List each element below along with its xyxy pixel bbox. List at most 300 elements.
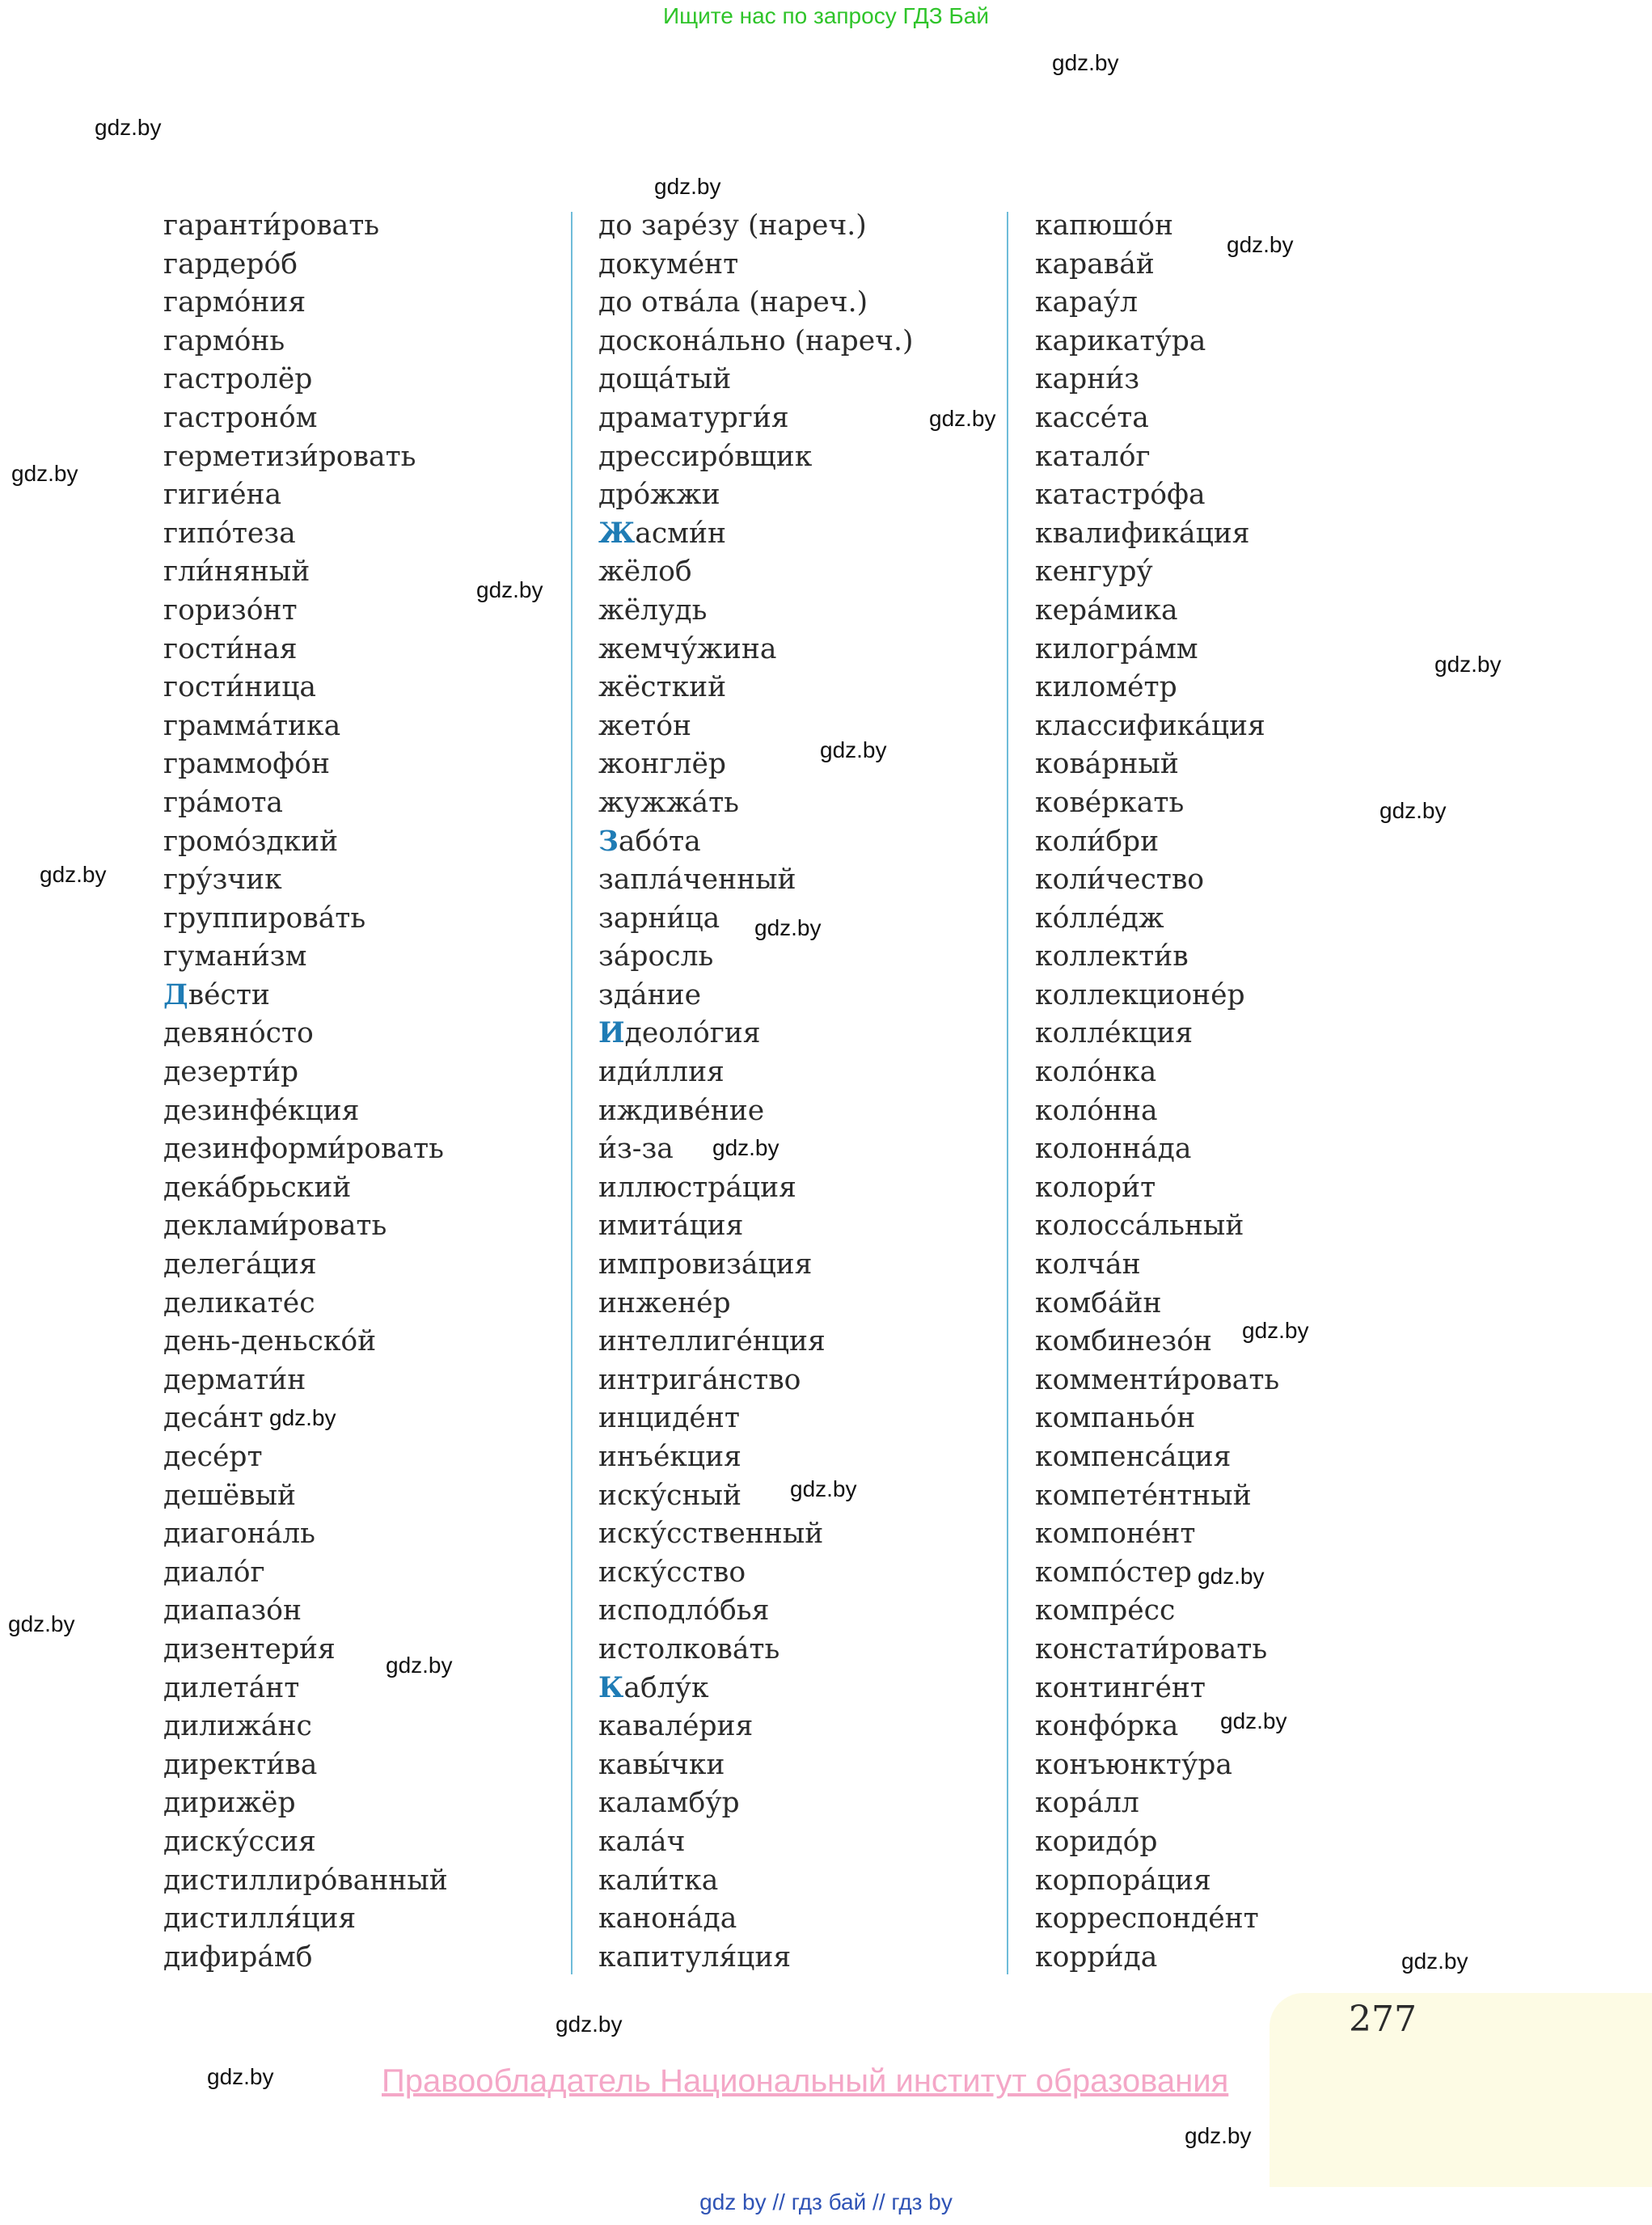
word-text: инжене́р xyxy=(598,1286,731,1319)
dictionary-word xyxy=(598,1362,913,1400)
dictionary-word xyxy=(1035,515,1279,554)
word-text: киломе́тр xyxy=(1035,671,1177,704)
word-text: континге́нт xyxy=(1035,1671,1206,1704)
dictionary-word xyxy=(163,707,448,746)
word-text: компаньо́н xyxy=(1035,1402,1196,1435)
dictionary-word xyxy=(598,1746,913,1785)
word-text: интеллиге́нция xyxy=(598,1325,826,1358)
dictionary-word xyxy=(163,1746,448,1785)
word-text: жужжа́ть xyxy=(598,786,739,819)
dictionary-word xyxy=(163,553,448,592)
dictionary-word xyxy=(163,1823,448,1862)
word-text: громо́здкий xyxy=(163,825,339,858)
dictionary-word xyxy=(598,1207,913,1246)
dictionary-word xyxy=(598,1169,913,1208)
word-text: колосса́льный xyxy=(1035,1210,1244,1243)
dictionary-word xyxy=(598,284,913,323)
word-text: гармо́ния xyxy=(163,286,306,319)
dictionary-word xyxy=(163,246,448,285)
word-text: кавы́чки xyxy=(598,1748,725,1781)
dictionary-word xyxy=(598,1554,913,1593)
watermark: gdz.by xyxy=(476,577,543,602)
word-text: гипо́теза xyxy=(163,517,296,550)
dictionary-word xyxy=(598,515,913,554)
word-text: дезинфе́кция xyxy=(163,1094,360,1127)
dictionary-word xyxy=(1035,476,1279,515)
word-text: доща́тый xyxy=(598,363,732,396)
dictionary-word xyxy=(1035,284,1279,323)
dictionary-word xyxy=(598,938,913,977)
dictionary-word xyxy=(598,592,913,631)
dictionary-word xyxy=(163,977,448,1015)
watermark: gdz.by xyxy=(95,115,162,140)
dictionary-word xyxy=(163,669,448,707)
word-text: капюшо́н xyxy=(1035,209,1174,242)
word-text: гумани́зм xyxy=(163,940,307,973)
word-text: диапазо́н xyxy=(163,1594,302,1628)
column-divider xyxy=(571,212,572,1974)
word-text: коли́бри xyxy=(1035,825,1160,858)
top-banner[interactable]: Ищите нас по запросу ГДЗ Бай xyxy=(662,3,990,28)
dictionary-word xyxy=(1035,823,1279,862)
word-text: квалифика́ция xyxy=(1035,517,1250,550)
dictionary-word xyxy=(163,900,448,939)
word-text: коридо́р xyxy=(1035,1825,1158,1858)
word-text: грамма́тика xyxy=(163,709,341,742)
word-text: комбинезо́н xyxy=(1035,1325,1212,1358)
word-text: иди́ллия xyxy=(598,1056,725,1089)
dictionary-word xyxy=(598,1477,913,1516)
word-text: имита́ция xyxy=(598,1210,744,1243)
word-text: гости́ная xyxy=(163,632,298,665)
word-text: деса́нт xyxy=(163,1402,264,1435)
watermark: gdz.by xyxy=(386,1653,453,1678)
word-text: жёлудь xyxy=(598,593,708,627)
word-text: дилета́нт xyxy=(163,1671,300,1704)
word-text: жёлоб xyxy=(598,555,692,589)
dictionary-word xyxy=(163,1784,448,1823)
word-text: зда́ние xyxy=(598,978,702,1011)
watermark: gdz.by xyxy=(8,1611,75,1636)
word-text: дистиллиро́ванный xyxy=(163,1864,448,1897)
dictionary-word xyxy=(598,1708,913,1746)
section-initial-letter: И xyxy=(598,1017,625,1050)
word-text: канона́да xyxy=(598,1902,737,1936)
word-text: доскона́льно (нареч.) xyxy=(598,324,914,357)
word-text: кова́рный xyxy=(1035,748,1179,781)
word-text: аблу́к xyxy=(623,1671,709,1704)
dictionary-word xyxy=(598,1515,913,1554)
word-text: компре́сс xyxy=(1035,1594,1176,1628)
word-text: день-деньско́й xyxy=(163,1325,377,1358)
dictionary-word xyxy=(598,1631,913,1670)
word-text: иждиве́ние xyxy=(598,1094,765,1127)
dictionary-word xyxy=(1035,323,1279,361)
word-text: дермати́н xyxy=(163,1363,306,1396)
dictionary-word xyxy=(598,438,913,477)
dictionary-word xyxy=(598,977,913,1015)
word-text: гастролёр xyxy=(163,363,313,396)
dictionary-word xyxy=(163,438,448,477)
watermark: gdz.by xyxy=(556,2012,623,2037)
word-text: группирова́ть xyxy=(163,901,366,935)
dictionary-word xyxy=(163,361,448,399)
word-text: докуме́нт xyxy=(598,247,739,281)
dictionary-word xyxy=(163,1900,448,1939)
dictionary-word xyxy=(163,1015,448,1053)
dictionary-word xyxy=(163,1092,448,1131)
word-text: жёсткий xyxy=(598,671,727,704)
dictionary-word xyxy=(163,1438,448,1477)
dictionary-word xyxy=(163,1862,448,1901)
word-text: дро́жжи xyxy=(598,479,720,512)
dictionary-word xyxy=(598,1670,913,1708)
word-text: иску́сный xyxy=(598,1479,741,1512)
word-text: иллюстра́ция xyxy=(598,1171,796,1204)
dictionary-word xyxy=(598,1438,913,1477)
dictionary-word xyxy=(1035,1053,1279,1092)
dictionary-word xyxy=(1035,1784,1279,1823)
watermark: gdz.by xyxy=(1198,1564,1265,1589)
word-text: кассе́та xyxy=(1035,401,1149,434)
dictionary-word xyxy=(163,938,448,977)
dictionary-word xyxy=(163,745,448,784)
dictionary-word xyxy=(163,1554,448,1593)
word-text: катало́г xyxy=(1035,440,1151,473)
word-text: зарни́ца xyxy=(598,901,720,935)
column-divider xyxy=(1007,212,1008,1974)
word-text: деоло́гия xyxy=(624,1017,761,1050)
dictionary-word xyxy=(1035,1015,1279,1053)
word-text: диагона́ль xyxy=(163,1518,315,1551)
word-text: дека́брьский xyxy=(163,1171,352,1204)
word-text: и́з-за xyxy=(598,1133,674,1166)
word-text: истолкова́ть xyxy=(598,1632,780,1666)
dictionary-word xyxy=(1035,399,1279,438)
dictionary-word xyxy=(163,1169,448,1208)
word-text: десе́рт xyxy=(163,1441,263,1473)
dictionary-word xyxy=(163,1477,448,1516)
dictionary-word xyxy=(163,1515,448,1554)
dictionary-word xyxy=(163,1939,448,1978)
dictionary-word xyxy=(598,1592,913,1631)
word-text: гармо́нь xyxy=(163,324,285,357)
word-text: комменти́ровать xyxy=(1035,1363,1280,1396)
word-text: асми́н xyxy=(635,517,726,550)
dictionary-word xyxy=(598,207,913,246)
word-text: иску́сство xyxy=(598,1556,746,1589)
word-text: гардеро́б xyxy=(163,247,298,281)
word-text: ве́сти xyxy=(188,978,270,1011)
word-text: граммофо́н xyxy=(163,748,330,781)
watermark: gdz.by xyxy=(1434,652,1502,677)
word-text: кове́ркать xyxy=(1035,786,1185,819)
dictionary-word xyxy=(163,1285,448,1324)
word-text: диало́г xyxy=(163,1556,265,1589)
dictionary-word xyxy=(163,823,448,862)
dictionary-word xyxy=(163,207,448,246)
word-text: интрига́нство xyxy=(598,1363,801,1396)
section-initial-letter: Ж xyxy=(598,517,636,550)
dictionary-word xyxy=(598,861,913,900)
section-initial-letter: З xyxy=(598,825,619,858)
dictionary-word xyxy=(1035,1362,1279,1400)
dictionary-word xyxy=(1035,553,1279,592)
word-text: компенса́ция xyxy=(1035,1441,1232,1473)
word-text: горизо́нт xyxy=(163,593,298,627)
watermark: gdz.by xyxy=(790,1476,857,1501)
dictionary-word xyxy=(1035,1592,1279,1631)
word-text: герметизи́ровать xyxy=(163,440,416,473)
dictionary-word xyxy=(598,1285,913,1324)
dictionary-word xyxy=(163,284,448,323)
word-text: кали́тка xyxy=(598,1864,719,1897)
dictionary-word xyxy=(163,515,448,554)
word-text: гаранти́ровать xyxy=(163,209,380,242)
watermark: gdz.by xyxy=(207,2064,274,2089)
page-corner xyxy=(1270,1993,1652,2187)
word-text: коллекти́в xyxy=(1035,940,1189,973)
dictionary-word xyxy=(1035,745,1279,784)
dictionary-word xyxy=(163,1362,448,1400)
word-text: конъюнкту́ра xyxy=(1035,1748,1232,1781)
dictionary-word xyxy=(598,1400,913,1438)
word-text: исподло́бья xyxy=(598,1594,770,1628)
word-text: жонглёр xyxy=(598,748,726,781)
word-text: або́та xyxy=(618,825,701,858)
word-text: коло́нка xyxy=(1035,1056,1157,1089)
watermark: gdz.by xyxy=(1401,1948,1468,1974)
watermark: gdz.by xyxy=(820,737,887,762)
word-text: дезинформи́ровать xyxy=(163,1133,444,1166)
dictionary-word xyxy=(1035,1746,1279,1785)
dictionary-word xyxy=(598,669,913,707)
word-text: коли́чество xyxy=(1035,863,1205,897)
word-text: компоне́нт xyxy=(1035,1518,1196,1551)
dictionary-word xyxy=(1035,1477,1279,1516)
word-text: диску́ссия xyxy=(163,1825,316,1858)
word-text: колле́кция xyxy=(1035,1017,1194,1050)
watermark: gdz.by xyxy=(11,461,78,486)
dictionary-word xyxy=(163,1207,448,1246)
word-text: колча́н xyxy=(1035,1248,1141,1281)
word-text: комба́йн xyxy=(1035,1286,1162,1319)
dictionary-word xyxy=(1035,631,1279,669)
word-text: капитуля́ция xyxy=(598,1940,792,1974)
word-text: дизентери́я xyxy=(163,1632,336,1666)
dictionary-word xyxy=(163,1130,448,1169)
word-text: гастроно́м xyxy=(163,401,318,434)
dictionary-word xyxy=(1035,1823,1279,1862)
word-text: запла́ченный xyxy=(598,863,796,897)
dictionary-word xyxy=(598,361,913,399)
word-text: до заре́зу (нареч.) xyxy=(598,209,867,242)
word-text: девяно́сто xyxy=(163,1017,314,1050)
bottom-links[interactable]: gdz by // гдз бай // гдз by xyxy=(699,2189,953,2214)
word-text: каламбу́р xyxy=(598,1787,740,1820)
word-text: коло́нна xyxy=(1035,1094,1158,1127)
word-text: деликате́с xyxy=(163,1286,315,1319)
dictionary-word xyxy=(1035,669,1279,707)
word-text: кора́лл xyxy=(1035,1787,1139,1820)
watermark: gdz.by xyxy=(1052,50,1119,75)
word-text: компете́нтный xyxy=(1035,1479,1252,1512)
dictionary-word xyxy=(1035,361,1279,399)
dictionary-word xyxy=(1035,1130,1279,1169)
word-text: корпора́ция xyxy=(1035,1864,1211,1897)
dictionary-word xyxy=(598,823,913,862)
dictionary-word xyxy=(598,1823,913,1862)
word-text: директи́ва xyxy=(163,1748,318,1781)
word-column-1 xyxy=(163,207,448,1977)
watermark: gdz.by xyxy=(40,862,107,887)
word-text: гра́мота xyxy=(163,786,283,819)
word-text: до отва́ла (нареч.) xyxy=(598,286,868,319)
word-text: гигие́на xyxy=(163,479,282,512)
word-text: дрессиро́вщик xyxy=(598,440,813,473)
watermark: gdz.by xyxy=(929,406,996,431)
dictionary-word xyxy=(598,1323,913,1362)
dictionary-word xyxy=(598,323,913,361)
dictionary-word xyxy=(598,246,913,285)
word-text: кера́мика xyxy=(1035,593,1178,627)
watermark: gdz.by xyxy=(1242,1318,1309,1343)
word-text: конфо́рка xyxy=(1035,1710,1179,1743)
word-text: карни́з xyxy=(1035,363,1140,396)
dictionary-word xyxy=(163,592,448,631)
dictionary-word xyxy=(1035,1631,1279,1670)
dictionary-word xyxy=(1035,900,1279,939)
word-text: дешёвый xyxy=(163,1479,297,1512)
dictionary-word xyxy=(598,1939,913,1978)
dictionary-word xyxy=(598,1246,913,1285)
word-text: кенгуру́ xyxy=(1035,555,1153,589)
word-text: констати́ровать xyxy=(1035,1632,1268,1666)
dictionary-word xyxy=(1035,592,1279,631)
word-text: коллекционе́р xyxy=(1035,978,1245,1011)
dictionary-word xyxy=(1035,861,1279,900)
dictionary-word xyxy=(1035,1092,1279,1131)
word-text: импровиза́ция xyxy=(598,1248,813,1281)
watermark: gdz.by xyxy=(754,915,822,940)
dictionary-word xyxy=(598,1015,913,1053)
dictionary-word xyxy=(598,1784,913,1823)
word-text: карау́л xyxy=(1035,286,1138,319)
dictionary-word xyxy=(163,784,448,823)
dictionary-word xyxy=(1035,1900,1279,1939)
watermark: gdz.by xyxy=(654,174,721,199)
dictionary-word xyxy=(1035,1670,1279,1708)
dictionary-word xyxy=(598,1862,913,1901)
dictionary-word xyxy=(163,1053,448,1092)
watermark: gdz.by xyxy=(712,1135,780,1160)
dictionary-word xyxy=(163,631,448,669)
word-text: дифира́мб xyxy=(163,1940,313,1974)
word-text: классифика́ция xyxy=(1035,709,1265,742)
word-text: колори́т xyxy=(1035,1171,1156,1204)
word-text: компо́стер xyxy=(1035,1556,1192,1589)
dictionary-word xyxy=(1035,977,1279,1015)
word-text: карикату́ра xyxy=(1035,324,1206,357)
word-text: корри́да xyxy=(1035,1940,1158,1974)
watermark: gdz.by xyxy=(1227,232,1294,257)
word-text: иску́сственный xyxy=(598,1518,824,1551)
rights-notice[interactable]: Правообладатель Национальный институт образования xyxy=(382,2063,1229,2099)
word-text: катастро́фа xyxy=(1035,479,1206,512)
word-text: инциде́нт xyxy=(598,1402,740,1435)
section-initial-letter: К xyxy=(598,1671,624,1704)
dictionary-word xyxy=(598,553,913,592)
word-text: кавале́рия xyxy=(598,1710,754,1743)
dictionary-word xyxy=(598,631,913,669)
dictionary-word xyxy=(163,861,448,900)
dictionary-word xyxy=(1035,438,1279,477)
word-text: жемчу́жина xyxy=(598,632,777,665)
word-text: драматурги́я xyxy=(598,401,789,434)
watermark: gdz.by xyxy=(1379,798,1447,823)
dictionary-word xyxy=(163,1323,448,1362)
watermark: gdz.by xyxy=(1185,2123,1252,2148)
dictionary-word xyxy=(163,323,448,361)
word-text: кала́ч xyxy=(598,1825,686,1858)
word-text: делега́ция xyxy=(163,1248,317,1281)
word-text: гру́зчик xyxy=(163,863,282,897)
word-text: деклами́ровать xyxy=(163,1210,387,1243)
dictionary-word xyxy=(163,399,448,438)
dictionary-word xyxy=(598,1092,913,1131)
word-column-2 xyxy=(598,207,913,1977)
word-text: жето́н xyxy=(598,709,692,742)
word-text: гли́няный xyxy=(163,555,311,589)
word-text: дилижа́нс xyxy=(163,1710,312,1743)
dictionary-word xyxy=(598,1053,913,1092)
word-text: килогра́мм xyxy=(1035,632,1198,665)
dictionary-word xyxy=(1035,1515,1279,1554)
word-text: за́росль xyxy=(598,940,714,973)
word-text: гости́ница xyxy=(163,671,316,704)
watermark: gdz.by xyxy=(269,1405,336,1430)
dictionary-word xyxy=(1035,784,1279,823)
dictionary-word xyxy=(163,476,448,515)
dictionary-word xyxy=(1035,1169,1279,1208)
dictionary-word xyxy=(1035,1862,1279,1901)
word-text: дезерти́р xyxy=(163,1056,299,1089)
dictionary-word xyxy=(598,1900,913,1939)
dictionary-word xyxy=(1035,1246,1279,1285)
dictionary-word xyxy=(1035,1400,1279,1438)
dictionary-word xyxy=(1035,707,1279,746)
word-text: колонна́да xyxy=(1035,1133,1192,1166)
word-text: корреспонде́нт xyxy=(1035,1902,1259,1936)
word-text: дирижёр xyxy=(163,1787,296,1820)
dictionary-word xyxy=(598,476,913,515)
dictionary-word xyxy=(1035,1438,1279,1477)
dictionary-word xyxy=(598,399,913,438)
section-initial-letter: Д xyxy=(163,978,188,1011)
dictionary-word xyxy=(1035,1207,1279,1246)
watermark: gdz.by xyxy=(1220,1708,1287,1733)
dictionary-word xyxy=(1035,938,1279,977)
dictionary-word xyxy=(1035,1939,1279,1978)
word-text: карава́й xyxy=(1035,247,1155,281)
word-text: дистилля́ция xyxy=(163,1902,357,1936)
dictionary-word xyxy=(163,1708,448,1746)
dictionary-word xyxy=(598,784,913,823)
dictionary-word xyxy=(163,1246,448,1285)
page-number: 277 xyxy=(1349,1999,1417,2040)
word-text: инъе́кция xyxy=(598,1441,741,1473)
dictionary-word xyxy=(163,1592,448,1631)
